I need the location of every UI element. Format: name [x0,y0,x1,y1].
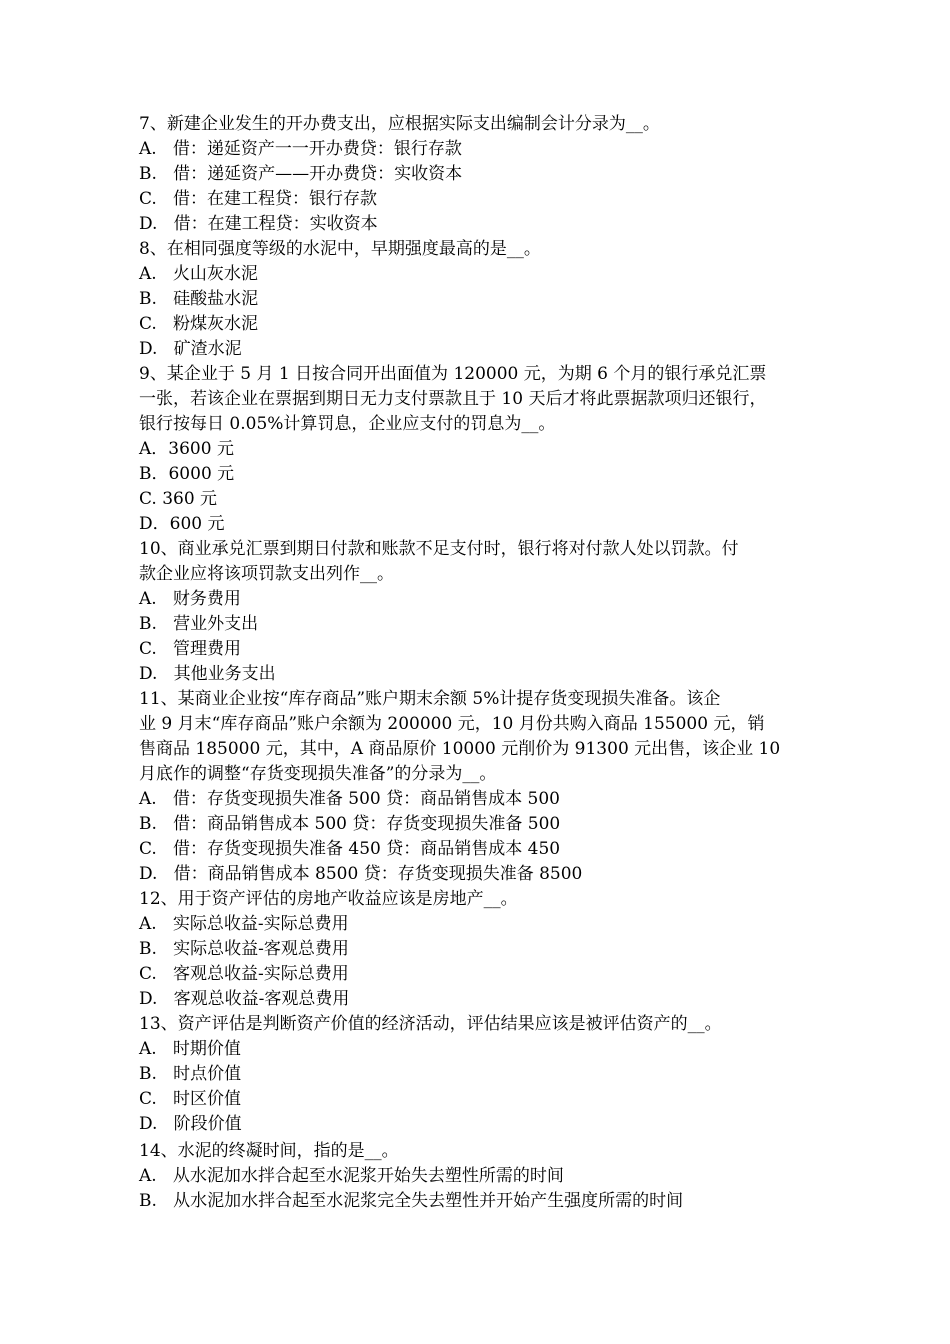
question-9-line-3: 银行按每日 0.05%计算罚息，企业应支付的罚息为__。 [139,414,556,434]
question-11-line-2: 业 9 月末“库存商品”账户余额为 200000 元，10 月份共购入商品 155000 元，销 [139,714,765,734]
question-11-line-4: 月底作的调整“存货变现损失准备”的分录为__。 [139,764,497,784]
option-14b: B. 从水泥加水拌合起至水泥浆完全失去塑性并开始产生强度所需的时间 [139,1191,684,1211]
option-13a: A. 时期价值 [139,1039,241,1059]
option-10c: C. 管理费用 [139,639,242,659]
option-9b: B．6000 元 [139,464,235,484]
document-body [139,112,839,1214]
option-8c: C. 粉煤灰水泥 [139,314,259,334]
option-8b: B. 硅酸盐水泥 [139,289,259,309]
option-8a: A. 火山灰水泥 [139,264,258,284]
question-11-line-1: 11、某商业企业按“库存商品”账户期末余额 5%计提存货变现损失准备。该企 [139,689,721,709]
question-8: 8、在相同强度等级的水泥中，早期强度最高的是__。 [139,239,541,259]
option-13d: D. 阶段价值 [139,1114,242,1134]
option-12d: D. 客观总收益-客观总费用 [139,989,350,1009]
option-9a: A．3600 元 [139,439,234,459]
question-14: 14、水泥的终凝时间，指的是__。 [139,1141,399,1161]
question-13: 13、资产评估是判断资产价值的经济活动，评估结果应该是被评估资产的__。 [139,1014,722,1034]
option-11b: B. 借：商品销售成本 500 贷：存货变现损失准备 500 [139,814,561,834]
option-8d: D. 矿渣水泥 [139,339,242,359]
option-10b: B. 营业外支出 [139,614,259,634]
option-7a: A. 借：递延资产一一开办费贷：银行存款 [139,139,462,159]
option-11c: C. 借：存货变现损失准备 450 贷：商品销售成本 450 [139,839,561,859]
option-9d: D．600 元 [139,514,225,534]
question-10-line-1: 10、商业承兑汇票到期日付款和账款不足支付时，银行将对付款人处以罚款。付 [139,539,739,559]
question-10-line-2: 款企业应将该项罚款支出列作__。 [139,564,394,584]
question-9-line-2: 一张，若该企业在票据到期日无力支付票款且于 10 天后才将此票据款项归还银行， [139,389,767,409]
question-12: 12、用于资产评估的房地产收益应该是房地产__。 [139,889,518,909]
option-7c: C. 借：在建工程贷：银行存款 [139,189,378,209]
option-13b: B. 时点价值 [139,1064,242,1084]
question-11-line-3: 售商品 185000 元，其中，A 商品原价 10000 元削价为 91300 元出售，该企业 10 [139,739,781,759]
option-11a: A. 借：存货变现损失准备 500 贷：商品销售成本 500 [139,789,560,809]
option-7b: B. 借：递延资产——开办费贷：实收资本 [139,164,463,184]
option-11d: D. 借：商品销售成本 8500 贷：存货变现损失准备 8500 [139,864,583,884]
option-10d: D. 其他业务支出 [139,664,276,684]
option-13c: C. 时区价值 [139,1089,242,1109]
question-9-line-1: 9、某企业于 5 月 1 日按合同开出面值为 120000 元，为期 6 个月的银行承兑汇票 [139,364,767,384]
option-7d: D. 借：在建工程贷：实收资本 [139,214,378,234]
option-10a: A. 财务费用 [139,589,241,609]
option-9c: C. 360 元 [139,489,218,509]
option-12c: C. 客观总收益-实际总费用 [139,964,349,984]
option-14a: A. 从水泥加水拌合起至水泥浆开始失去塑性所需的时间 [139,1166,564,1186]
question-7: 7、新建企业发生的开办费支出，应根据实际支出编制会计分录为__。 [139,114,660,134]
option-12b: B. 实际总收益-客观总费用 [139,939,349,959]
option-12a: A. 实际总收益-实际总费用 [139,914,349,934]
